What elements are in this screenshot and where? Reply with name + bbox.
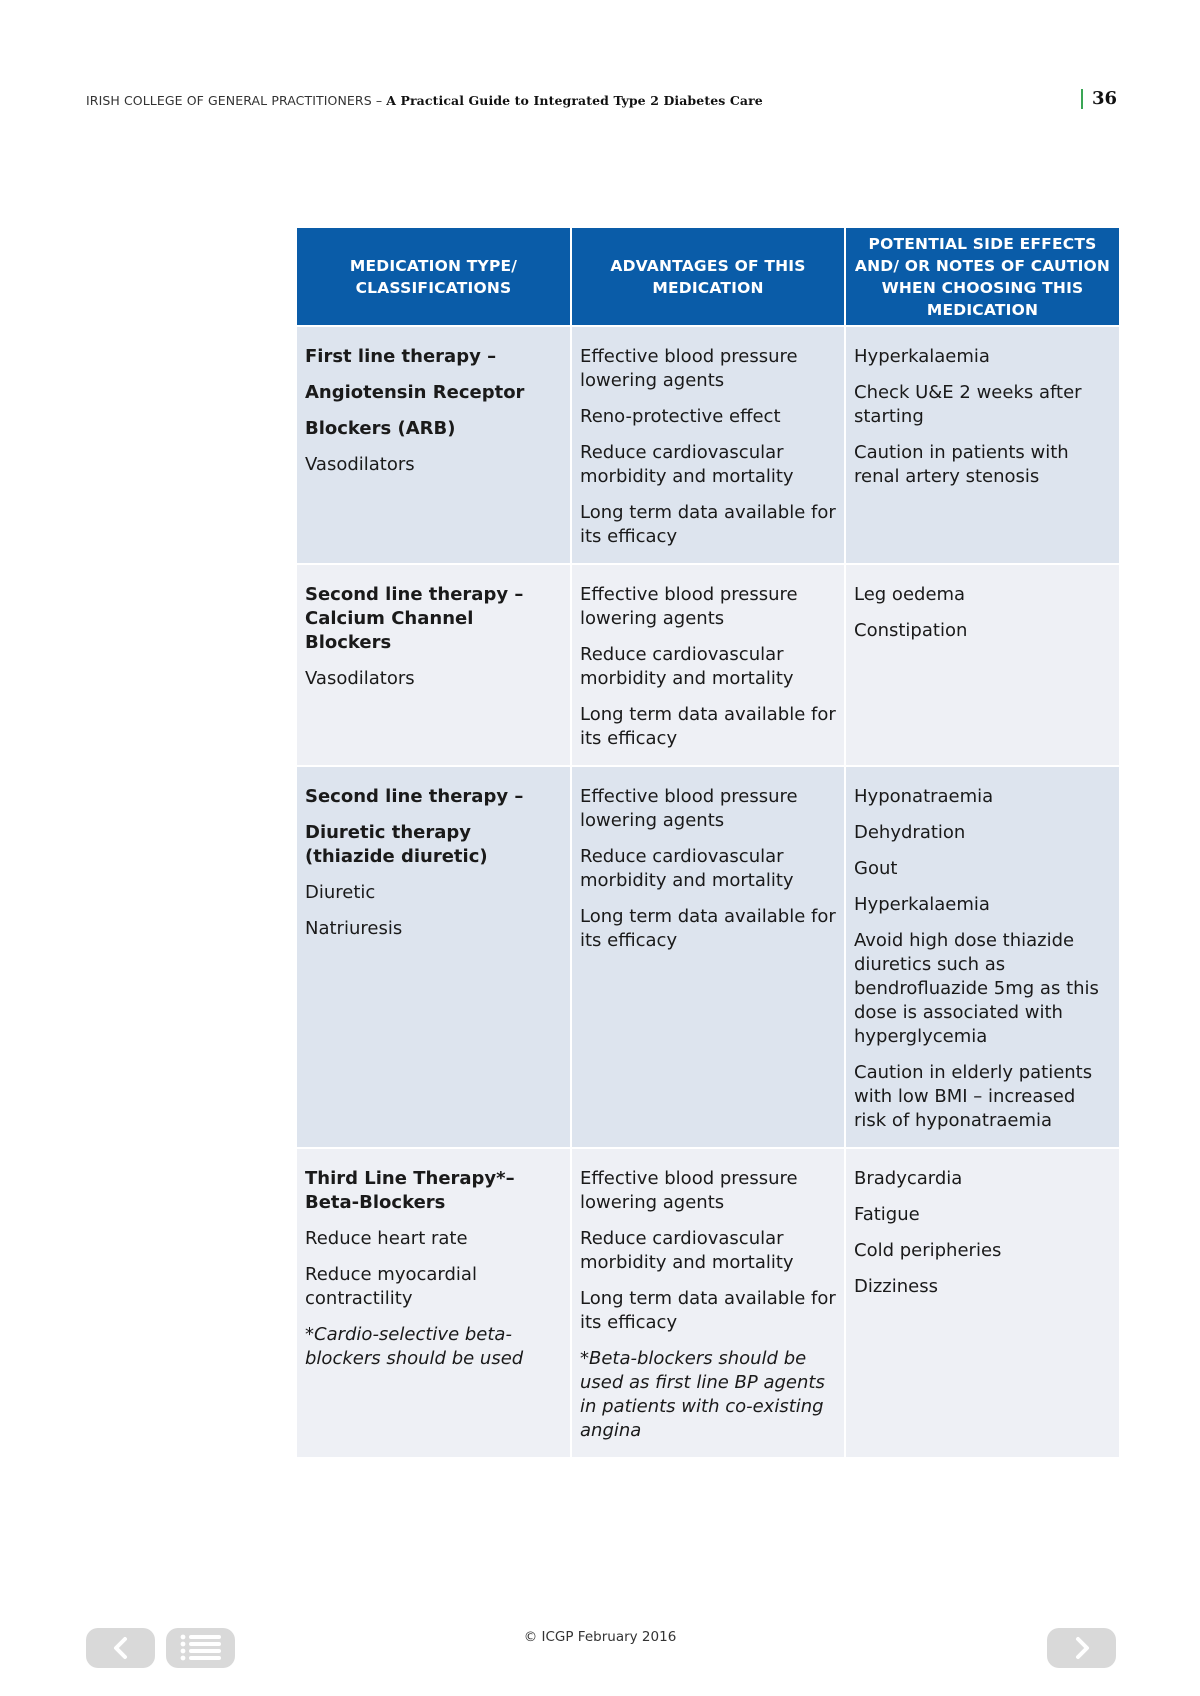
cell-paragraph: Bradycardia	[854, 1168, 963, 1189]
side-effects-cell	[845, 326, 1119, 564]
cell-paragraph: Gout	[854, 858, 898, 879]
cell-paragraph: Dehydration	[854, 822, 966, 843]
type-cell	[297, 564, 571, 766]
table-row	[297, 1148, 1119, 1457]
cell-paragraph: Diuretic	[305, 882, 376, 903]
medication-table	[297, 228, 1119, 1457]
cell-paragraph: Third Line Therapy*– Beta-Blockers	[305, 1168, 515, 1213]
side-effects-cell	[845, 564, 1119, 766]
table-row	[297, 326, 1119, 564]
cell-paragraph: Effective blood pressure lowering agents	[580, 584, 798, 629]
cell-paragraph: Effective blood pressure lowering agents	[580, 786, 798, 831]
advantages-cell	[571, 564, 845, 766]
cell-paragraph: Second line therapy –	[305, 786, 524, 807]
cell-paragraph: Reduce cardiovascular morbidity and mortality	[580, 442, 794, 487]
type-cell	[297, 326, 571, 564]
chevron-right-icon	[1072, 1636, 1092, 1660]
chevron-left-icon	[111, 1636, 131, 1660]
cell-paragraph: Diuretic therapy (thiazide diuretic)	[305, 822, 488, 867]
cell-paragraph: Effective blood pressure lowering agents	[580, 346, 798, 391]
cell-paragraph: Caution in elderly patients with low BMI – increased risk of hyponatraemia	[854, 1062, 1093, 1131]
table-row	[297, 766, 1119, 1148]
cell-paragraph: Long term data available for its efficacy	[580, 1288, 836, 1333]
cell-paragraph: Long term data available for its efficacy	[580, 906, 836, 951]
cell-paragraph: Natriuresis	[305, 918, 403, 939]
cell-paragraph: Vasodilators	[305, 668, 415, 689]
cell-paragraph: Reno-protective effect	[580, 406, 781, 427]
previous-page-button[interactable]	[86, 1628, 155, 1668]
column-header-type: MEDICATION TYPE/ CLASSIFICATIONS	[297, 228, 571, 326]
advantages-cell	[571, 766, 845, 1148]
next-page-button[interactable]	[1047, 1628, 1116, 1668]
cell-paragraph: *Beta-blockers should be used as first line BP agents in patients with co-existing angina	[580, 1348, 825, 1441]
contents-button[interactable]	[166, 1628, 235, 1668]
page-number-divider	[1081, 89, 1083, 109]
cell-paragraph: Reduce myocardial contractility	[305, 1264, 477, 1309]
running-header	[86, 93, 763, 108]
cell-paragraph: Hyponatraemia	[854, 786, 994, 807]
page-number-block	[1081, 88, 1117, 109]
side-effects-cell	[845, 1148, 1119, 1457]
cell-paragraph: Long term data available for its efficacy	[580, 704, 836, 749]
cell-paragraph: Caution in patients with renal artery stenosis	[854, 442, 1069, 487]
cell-paragraph: *Cardio-selective beta-blockers should be used	[305, 1324, 524, 1369]
cell-paragraph: Reduce heart rate	[305, 1228, 468, 1249]
cell-paragraph: Hyperkalaemia	[854, 894, 990, 915]
cell-paragraph: Effective blood pressure lowering agents	[580, 1168, 798, 1213]
type-cell	[297, 766, 571, 1148]
cell-paragraph: Cold peripheries	[854, 1240, 1002, 1261]
column-header-side-effects: POTENTIAL SIDE EFFECTS AND/ OR NOTES OF CAUTION WHEN CHOOSING THIS MEDICATION	[845, 228, 1119, 326]
advantages-cell	[571, 1148, 845, 1457]
advantages-cell	[571, 326, 845, 564]
cell-paragraph: Fatigue	[854, 1204, 920, 1225]
cell-paragraph: Angiotensin Receptor	[305, 382, 525, 403]
cell-paragraph: Reduce cardiovascular morbidity and mortality	[580, 846, 794, 891]
cell-paragraph: Check U&E 2 weeks after starting	[854, 382, 1082, 427]
cell-paragraph: Reduce cardiovascular morbidity and mortality	[580, 644, 794, 689]
table-header-row	[297, 228, 1119, 326]
cell-paragraph: Long term data available for its efficacy	[580, 502, 836, 547]
table-row	[297, 564, 1119, 766]
cell-paragraph: First line therapy –	[305, 346, 497, 367]
page-number: 36	[1092, 88, 1118, 109]
cell-paragraph: Constipation	[854, 620, 968, 641]
cell-paragraph: Leg oedema	[854, 584, 966, 605]
footer-copyright: © ICGP February 2016	[523, 1629, 677, 1645]
type-cell	[297, 1148, 571, 1457]
contents-list-icon	[177, 1632, 225, 1664]
cell-paragraph: Avoid high dose thiazide diuretics such as bendrofluazide 5mg as this dose is associated with hyperglycemia	[854, 930, 1099, 1047]
side-effects-cell	[845, 766, 1119, 1148]
cell-paragraph: Blockers (ARB)	[305, 418, 456, 439]
column-header-advantages: ADVANTAGES OF THIS MEDICATION	[571, 228, 845, 326]
cell-paragraph: Vasodilators	[305, 454, 415, 475]
header-guide-title: A Practical Guide to Integrated Type 2 Diabetes Care	[386, 93, 763, 108]
header-organisation: IRISH COLLEGE OF GENERAL PRACTITIONERS –	[86, 93, 383, 108]
cell-paragraph: Reduce cardiovascular morbidity and mortality	[580, 1228, 794, 1273]
cell-paragraph: Hyperkalaemia	[854, 346, 990, 367]
cell-paragraph: Dizziness	[854, 1276, 938, 1297]
cell-paragraph: Second line therapy – Calcium Channel Blockers	[305, 584, 524, 653]
